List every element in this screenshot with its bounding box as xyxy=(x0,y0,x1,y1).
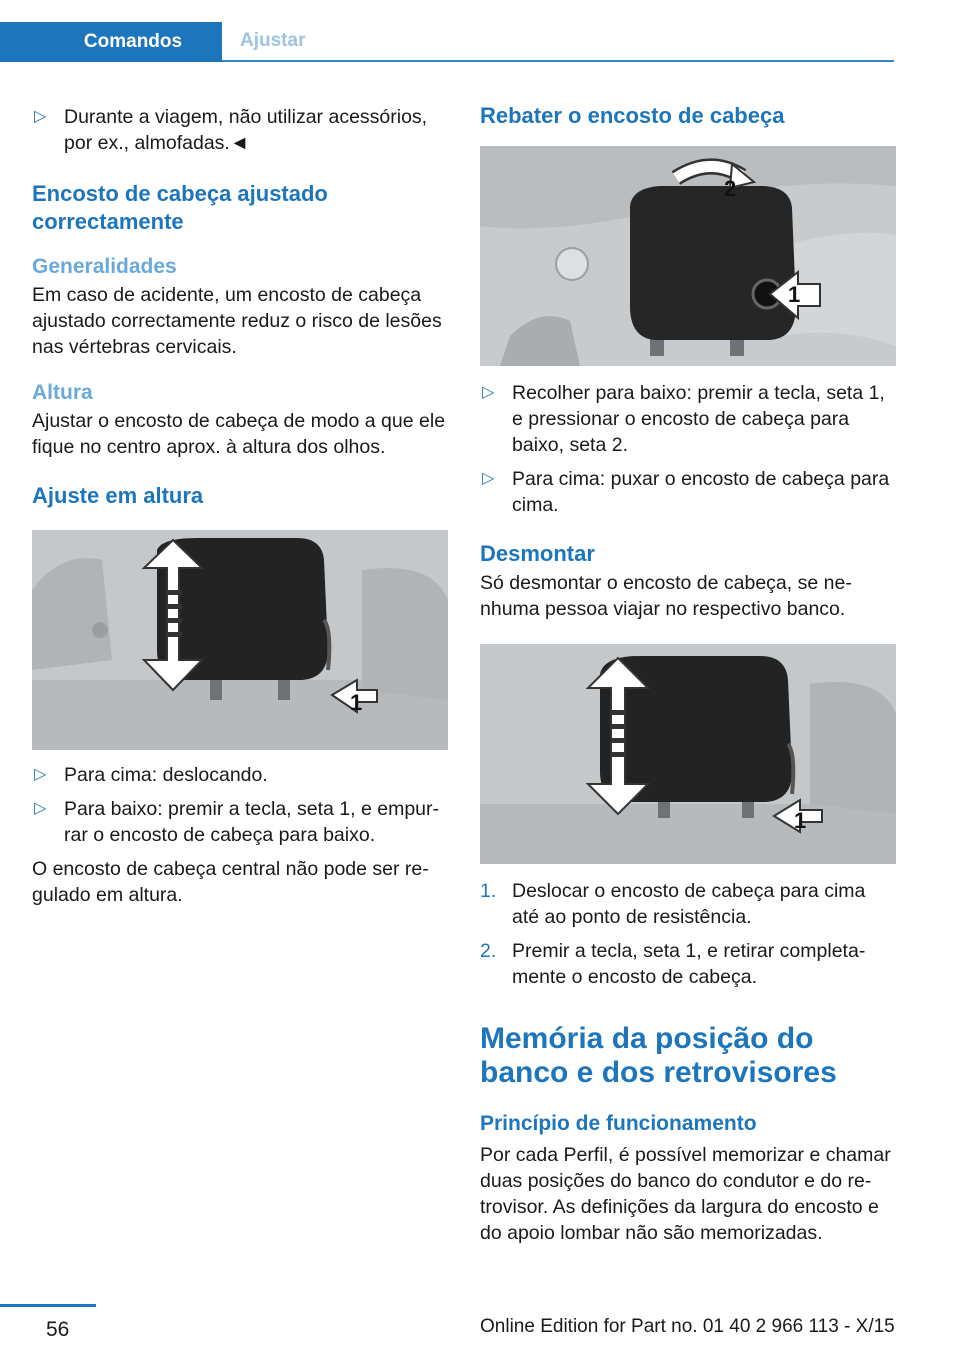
arrow-label-1: 1 xyxy=(350,690,363,715)
paragraph-altura: Ajustar o encosto de cabeça de modo a que ele fique no centro aprox. à altura dos olhos. xyxy=(32,410,446,458)
paragraph-generalidades: Em caso de acidente, um encosto de cabeça ajustado correctamente reduz o risco de lesões nas vértebras cervicais. xyxy=(32,284,442,358)
chapter-heading-memoria: Memória da posição do banco e dos retrovisores xyxy=(480,1022,837,1089)
list-item: ▷ Recolher para baixo: premir a tecla, seta 1, e pressionar o encosto de cabeça para baixo, seta 2. xyxy=(482,382,885,456)
section-heading-encosto: Encosto de cabeça ajustado correctamente xyxy=(32,181,328,234)
list-item: ▷ Para cima: deslocando. xyxy=(34,764,268,786)
headrest-height-illustration xyxy=(32,530,448,750)
headrest-remove-illustration xyxy=(480,644,896,864)
arrow-label-1: 1 xyxy=(794,808,807,833)
section-heading-principio: Princípio de funcionamento xyxy=(480,1112,757,1135)
paragraph-central: O encosto de cabeça central não pode ser regulado em altura. xyxy=(32,858,429,906)
fold-bullet-list xyxy=(480,380,896,518)
paragraph-desmontar: Só desmontar o encosto de cabeça, se nenhuma pessoa viajar no respectivo banco. xyxy=(480,572,852,620)
section-heading-desmontar: Desmontar xyxy=(480,541,595,566)
triangle-bullet-icon: ▷ xyxy=(34,108,47,125)
list-item: ▷ Durante a viagem, não utilizar acessórios, por ex., almofadas.◄ xyxy=(34,106,428,154)
triangle-bullet-icon: ▷ xyxy=(34,800,47,817)
headrest-remove-drawing xyxy=(480,644,896,864)
list-item: ▷ Para baixo: premir a tecla, seta 1, e empurrar o encosto de cabeça para baixo. xyxy=(34,798,440,846)
page-number: 56 xyxy=(46,1318,70,1341)
headrest-fold-illustration xyxy=(480,146,896,366)
headrest-height-drawing xyxy=(32,530,448,750)
intro-bullet-list xyxy=(32,104,448,156)
list-item: ▷ Para cima: puxar o encosto de cabeça para cima. xyxy=(482,468,890,516)
step-number: 2. xyxy=(480,940,497,962)
arrow-label-2: 2 xyxy=(724,176,737,201)
adjust-bullet-list xyxy=(32,762,448,848)
step-number: 1. xyxy=(480,880,497,902)
section-heading-ajuste: Ajuste em altura xyxy=(32,483,204,508)
arrow-label-1: 1 xyxy=(788,282,801,307)
list-item: 1. Deslocar o encosto de cabeça para cima até ao ponto de resistência. xyxy=(480,880,866,928)
left-column xyxy=(32,96,448,908)
edition-footer: Online Edition for Part no. 01 40 2 966 113 - X/15 xyxy=(480,1316,895,1337)
triangle-bullet-icon: ▷ xyxy=(482,384,495,401)
subheading-altura: Altura xyxy=(32,381,93,404)
footer-rule xyxy=(0,1304,96,1307)
tab-ajustar[interactable]: Ajustar xyxy=(222,22,894,62)
subheading-generalidades: Generalidades xyxy=(32,255,177,278)
headrest-fold-drawing xyxy=(480,146,896,366)
section-heading-rebater: Rebater o encosto de cabeça xyxy=(480,103,785,128)
remove-steps-list xyxy=(480,878,896,990)
paragraph-principio: Por cada Perfil, é possível memorizar e chamar duas posições do banco do condutor e do retrovisor. As definições da largura do encosto e do apoio lombar não são memorizadas. xyxy=(480,1144,891,1244)
tab-comandos[interactable]: Comandos xyxy=(0,22,222,62)
triangle-bullet-icon: ▷ xyxy=(482,470,495,487)
triangle-bullet-icon: ▷ xyxy=(34,766,47,783)
list-item: 2. Premir a tecla, seta 1, e retirar completamente o encosto de cabeça. xyxy=(480,940,866,988)
right-column xyxy=(480,96,896,1246)
chapter-tabs xyxy=(0,22,894,62)
